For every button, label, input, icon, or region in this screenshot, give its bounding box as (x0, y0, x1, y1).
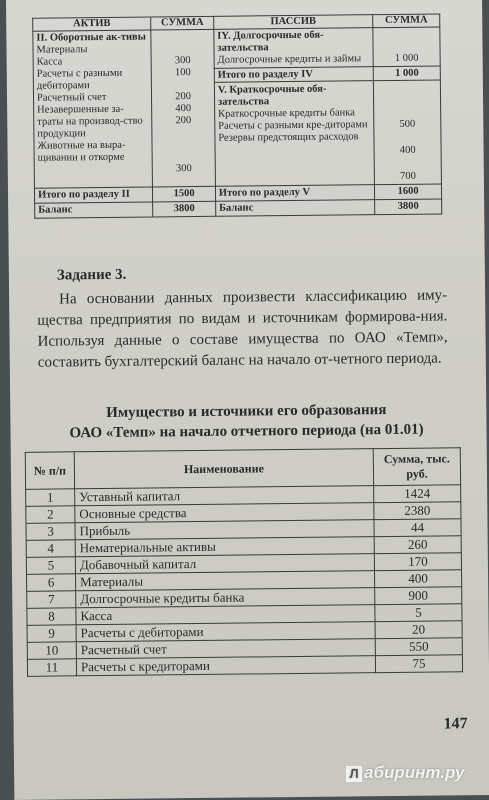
table-row (27, 655, 462, 677)
total-4-value: 1 000 (374, 67, 440, 81)
row-number: 7 (27, 591, 76, 609)
task-text: На основании данных произвести классификацию иму-щества предприятия по видам и источникам формирова-ния. Используя данные о составе имущества по ОАО «Темп», составить бухгалтерский баланс на начало от-четного периода. (37, 287, 448, 371)
liabilities-4-cell (214, 28, 374, 69)
row-value: 1424 (374, 485, 461, 503)
row-number: 9 (27, 625, 76, 643)
liabilities-5-values (373, 66, 441, 185)
row-value: 400 (374, 570, 461, 588)
property-table-body (26, 485, 463, 677)
total-2-label: Итого по разделу II (34, 187, 152, 203)
liability-value: 700 (400, 170, 416, 182)
row-value: 44 (374, 519, 461, 537)
liability-item: Долгосрочные кредиты и займы (217, 53, 362, 66)
row-value: 75 (375, 655, 462, 673)
asset-item: Незавершенные за-траты на производ-ство продукции (37, 103, 143, 140)
row-number: 2 (26, 506, 75, 524)
task-title: Задание 3. (56, 266, 127, 284)
book-page (6, 0, 489, 800)
balance-left-label: Баланс (35, 202, 153, 218)
row-name: Касса (76, 605, 375, 625)
row-number: 6 (27, 574, 76, 592)
row-name: Прибыль (75, 520, 374, 540)
row-value: 20 (375, 621, 462, 639)
liabilities-5-cell (214, 67, 375, 187)
balance-table (32, 13, 442, 218)
liabilities-4-values (373, 27, 440, 67)
header-assets: АКТИВ (33, 17, 151, 31)
header-sum-liabilities: СУММА (373, 14, 440, 28)
assets-cell (33, 30, 153, 188)
liability-value: 500 (399, 118, 416, 130)
total-2-value: 1500 (153, 186, 216, 202)
liability-section-5-title: V. Краткосрочные обя-зательства (217, 83, 327, 108)
watermark-badge: Л (346, 766, 362, 782)
asset-value: 400 (175, 103, 192, 115)
liability-section-4-title: IY. Долгосрочные обя-зательства (217, 29, 324, 54)
property-table-title (36, 399, 456, 443)
page-number: 147 (443, 715, 468, 733)
asset-item: Расчетный счет (36, 91, 107, 104)
liability-value: 400 (399, 144, 416, 156)
property-table-title-line2: ОАО «Темп» на начало отчетного периода (на 01.01) (69, 421, 424, 442)
balance-final-row (35, 199, 442, 218)
asset-section-title: II. Оборотные ак-тивы (36, 31, 146, 44)
liability-item: Расчеты с разными кре-диторами (218, 119, 368, 132)
row-number: 5 (26, 557, 75, 575)
row-value: 550 (375, 638, 462, 656)
row-value: 260 (374, 536, 461, 554)
row-number: 3 (26, 523, 75, 541)
asset-value: 200 (175, 91, 191, 103)
liability-item: Краткосрочные кредиты банка (218, 107, 355, 120)
property-table (25, 447, 463, 677)
liability-item: Резервы предстоящих расходов (218, 131, 359, 144)
balance-body-row-1 (33, 27, 440, 70)
header-sum-assets: СУММА (151, 16, 214, 30)
property-table-title-line1: Имущество и источники его образования (106, 402, 387, 421)
header-name: Наименование (74, 449, 373, 489)
watermark-logo (346, 763, 464, 783)
row-number: 1 (26, 489, 75, 507)
watermark-text: абиринт.ру (364, 763, 465, 782)
row-value: 900 (375, 587, 462, 605)
balance-left-value: 3800 (153, 201, 216, 217)
asset-value: 100 (174, 67, 191, 79)
header-sum: Сумма, тыс. руб. (373, 448, 460, 486)
row-name: Основные средства (75, 503, 374, 523)
row-name: Нематериальные активы (75, 537, 374, 557)
asset-value: 200 (175, 115, 192, 127)
row-name: Добавочный капитал (75, 554, 374, 574)
asset-value: 300 (175, 163, 192, 175)
header-liabilities: ПАССИВ (214, 15, 373, 30)
row-name: Расчеты с дебиторами (76, 622, 375, 642)
row-name: Долгосрочные кредиты банка (76, 588, 375, 608)
header-number: № п/п (25, 452, 74, 490)
total-4-label: Итого по разделу IV (215, 68, 373, 83)
row-value: 2380 (374, 502, 461, 520)
row-name: Уставный капитал (75, 486, 374, 506)
row-number: 4 (26, 540, 75, 558)
row-value: 170 (374, 553, 461, 571)
asset-item: Материалы (36, 44, 88, 56)
asset-values-cell (151, 29, 215, 187)
total-5-value: 1600 (375, 184, 442, 200)
total-5-label: Итого по разделу V (215, 185, 374, 202)
row-name: Материалы (76, 571, 375, 591)
property-table-header (25, 448, 460, 490)
row-name: Расчеты с кредиторами (76, 656, 375, 676)
balance-right-value: 3800 (375, 199, 442, 215)
asset-item: Расчеты с разными дебиторами (36, 67, 123, 92)
liability-value: 1 000 (394, 52, 419, 64)
asset-item: Касса (36, 56, 63, 68)
asset-value: 300 (174, 55, 191, 67)
row-number: 8 (27, 608, 76, 626)
row-number: 11 (27, 659, 76, 677)
row-number: 10 (27, 642, 76, 660)
row-value: 5 (375, 604, 462, 622)
balance-right-label: Баланс (215, 200, 374, 217)
asset-item: Животные на выра-щивании и откорме (37, 139, 126, 164)
row-name: Расчетный счет (76, 639, 375, 659)
